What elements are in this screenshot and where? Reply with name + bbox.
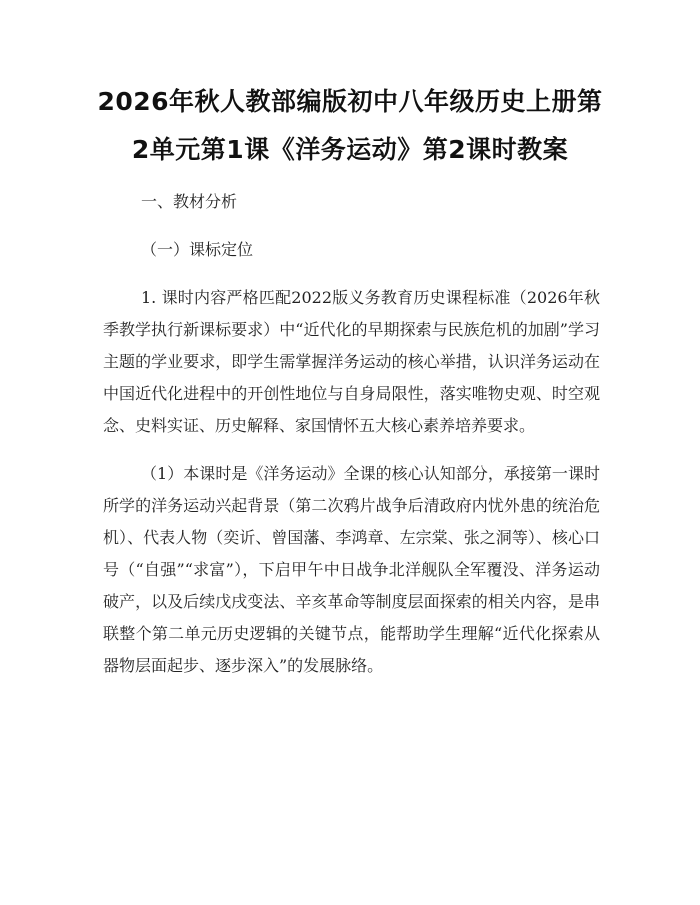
document-title-line-1: 2026年秋人教部编版初中八年级历史上册第: [97, 87, 603, 116]
subsection-heading-curriculum-standard: （一）课标定位: [141, 240, 254, 259]
paragraph-lesson-position: （1）本课时是《洋务运动》全课的核心认知部分，承接第一课时所学的洋务运动兴起背景（第二次鸦片战争后清政府内忧外患的统治危机）、代表人物（奕䜣、曾国藩、李鸿章、左宗棠、张之洞等）、核心口号（“自强”“求富”），下启甲午中日战争北洋舰队全军覆没、洋务运动破产，以及后续戊戌变法、辛亥革命等制度层面探索的相关内容，是串联整个第二单元历史逻辑的关键节点，能帮助学生理解“近代化探索从器物层面起步、逐步深入”的发展脉络。: [103, 464, 600, 675]
document-title: [90, 78, 610, 174]
document-body: [103, 186, 600, 698]
document-title-line-2: 2单元第1课《洋务运动》第2课时教案: [131, 135, 569, 164]
paragraph-curriculum-requirements: 1. 课时内容严格匹配2022版义务教育历史课程标准（2026年秋季教学执行新课标要求）中“近代化的早期探索与民族危机的加剧”学习主题的学业要求，即学生需掌握洋务运动的核心举措，认识洋务运动在中国近代化进程中的开创性地位与自身局限性，落实唯物史观、时空观念、史料实证、历史解释、家国情怀五大核心素养培养要求。: [103, 288, 600, 435]
section-heading-textbook-analysis: 一、教材分析: [141, 192, 238, 211]
